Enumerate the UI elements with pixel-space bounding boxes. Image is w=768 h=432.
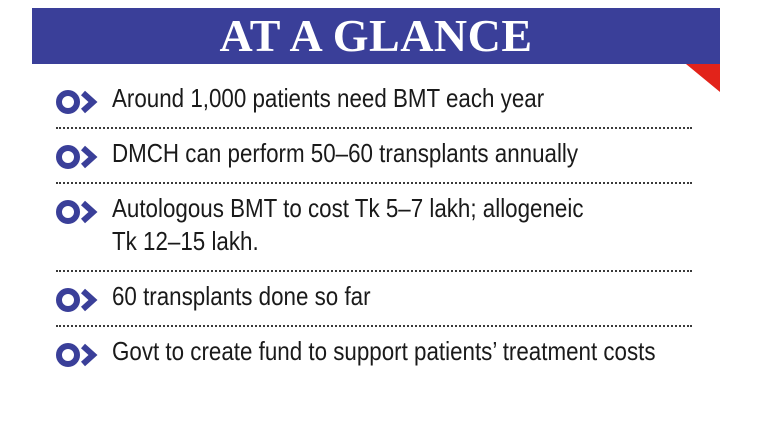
list-item-text: [112, 280, 371, 313]
list-item-text: [112, 192, 583, 258]
list-item-line: Around 1,000 patients need BMT each year: [112, 83, 545, 113]
list-item-line: DMCH can perform 50–60 transplants annually: [112, 138, 579, 168]
list-item: [56, 184, 692, 272]
list-item: [56, 327, 692, 380]
list-item-line: Govt to create fund to support patients’ treatment costs: [112, 336, 656, 366]
list-item: [56, 129, 692, 184]
circle-chevron-bullet-icon: [56, 342, 102, 368]
circle-chevron-bullet-icon: [56, 199, 102, 225]
circle-chevron-bullet-icon: [56, 89, 102, 115]
list-item-line: Tk 12–15 lakh.: [112, 226, 259, 256]
list-item: [56, 74, 692, 129]
list-item-line: 60 transplants done so far: [112, 281, 371, 311]
circle-chevron-bullet-icon: [56, 287, 102, 313]
list-item-text: [112, 335, 656, 368]
circle-chevron-bullet-icon: [56, 144, 102, 170]
list-item-line: Autologous BMT to cost Tk 5–7 lakh; allogeneic: [112, 193, 584, 223]
banner-title: AT A GLANCE: [219, 10, 533, 61]
list-item-text: [112, 82, 544, 115]
glance-list: [56, 74, 692, 380]
list-item: [56, 272, 692, 327]
list-item-text: [112, 137, 578, 170]
header-banner: [32, 8, 720, 64]
